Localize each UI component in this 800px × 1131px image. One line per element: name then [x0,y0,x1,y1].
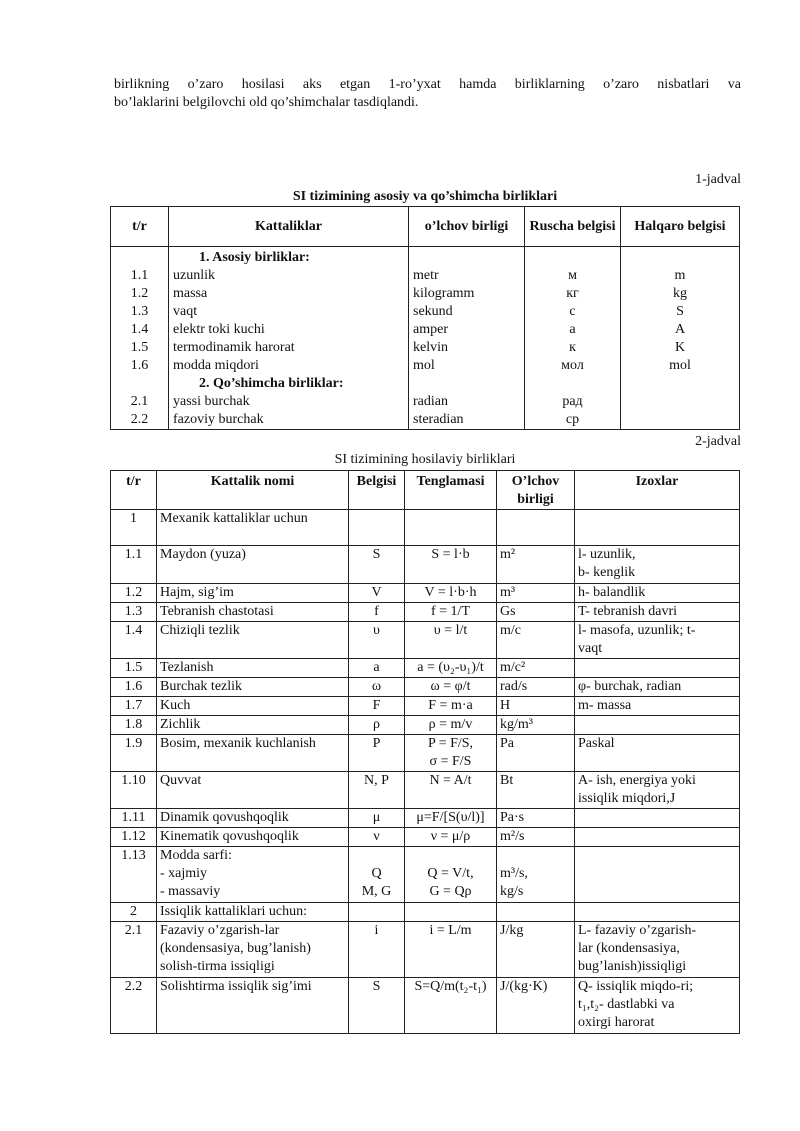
table-row [111,603,740,622]
symbol: f [349,603,405,622]
quantity-name: Kinematik qovushqoqlik [157,828,349,847]
row-number: 2.1 [111,922,157,978]
quantity-name: Modda sarfi: - xajmiy - massaviy [157,847,349,903]
row-number: 1.2 [111,285,169,303]
symbol: ω [349,678,405,697]
row-number: 1.3 [111,303,169,321]
row-number: 2.2 [111,978,157,1034]
quantity-name: Quvvat [157,772,349,809]
note [575,903,740,922]
unit-name: metr [409,267,525,285]
unit: m³/s, kg/s [497,847,575,903]
unit: Pa [497,735,575,772]
symbol: μ [349,809,405,828]
quantity-name: Tebranish chastotasi [157,603,349,622]
table-row [111,357,740,375]
quantity-name: Solishtirma issiqlik sig’imi [157,978,349,1034]
unit-name: kelvin [409,339,525,357]
russian-symbol: м [525,267,621,285]
unit: m/c [497,622,575,659]
table2-title: SI tizimining hosilaviy birliklari [334,452,516,467]
table-row [111,697,740,716]
row-number: 2.1 [111,393,169,411]
equation: ω = φ/t [405,678,497,697]
table-row [111,772,740,809]
unit-name: radian [409,393,525,411]
unit: J/(kg·K) [497,978,575,1034]
intro-paragraph [114,76,741,112]
note: h- balandlik [575,584,740,603]
note: φ- burchak, radian [575,678,740,697]
quantity-name: Kuch [157,697,349,716]
quantity-name: fazoviy burchak [169,411,409,430]
intl-symbol: A [621,321,740,339]
row-number: 1.2 [111,584,157,603]
note [575,510,740,546]
col-header: Belgisi [349,471,405,510]
table-row [111,809,740,828]
note [575,847,740,903]
intro-line-2: bo’laklarini belgilovchi old qo’shimchalar tasdiqlandi. [114,95,419,110]
quantity-name: uzunlik [169,267,409,285]
blank-cell [621,247,740,268]
blank-cell [409,375,525,393]
symbol: S [349,978,405,1034]
intl-symbol: mol [621,357,740,375]
table-row [111,847,740,903]
unit [497,903,575,922]
col-header: t/r [111,207,169,247]
note [575,828,740,847]
intl-symbol: K [621,339,740,357]
row-number: 1.4 [111,321,169,339]
table-row [111,622,740,659]
quantity-name: elektr toki kuchi [169,321,409,339]
table-row [111,510,740,546]
note: m- massa [575,697,740,716]
symbol: υ [349,622,405,659]
equation: i = L/m [405,922,497,978]
section-heading: 1. Asosiy birliklar: [169,247,409,268]
quantity-name: Chiziqli tezlik [157,622,349,659]
row-number: 1.1 [111,267,169,285]
table-row [111,716,740,735]
note [575,659,740,678]
symbol: V [349,584,405,603]
symbol: a [349,659,405,678]
quantity-name: massa [169,285,409,303]
col-header: Tenglamasi [405,471,497,510]
row-number: 1.8 [111,716,157,735]
unit: m/c² [497,659,575,678]
unit: Bt [497,772,575,809]
quantity-name: Fazaviy o’zgarish-lar (kondensasiya, bug’lanish) solish-tirma issiqligi [157,922,349,978]
note: l- uzunlik, b- kenglik [575,546,740,584]
table1-caption: 1-jadval [695,172,741,187]
si-derived-units-table [110,470,740,1034]
quantity-name: Maydon (yuza) [157,546,349,584]
note: l- masofa, uzunlik; t- vaqt [575,622,740,659]
row-number: 1.6 [111,678,157,697]
quantity-name: Burchak tezlik [157,678,349,697]
unit: Gs [497,603,575,622]
quantity-name: modda miqdori [169,357,409,375]
col-header: Izoxlar [575,471,740,510]
symbol: i [349,922,405,978]
table-row [111,584,740,603]
note: A- ish, energiya yoki issiqlik miqdori,J [575,772,740,809]
quantity-name: Dinamik qovushqoqlik [157,809,349,828]
unit: Pa·s [497,809,575,828]
intro-line-1: birlikning o’zaro hosilasi aks etgan 1-ro’yxat hamda birliklarning o’zaro nisbatlari va [114,77,741,92]
quantity-name: yassi burchak [169,393,409,411]
table-row [111,828,740,847]
russian-symbol: с [525,303,621,321]
row-number: 1.5 [111,659,157,678]
unit: H [497,697,575,716]
unit: m³ [497,584,575,603]
col-header: Kattalik nomi [157,471,349,510]
note [575,716,740,735]
section-row [111,375,740,393]
unit [497,510,575,546]
russian-symbol: кг [525,285,621,303]
table-row [111,321,740,339]
section-row [111,247,740,268]
table-row [111,411,740,430]
quantity-name: Mexanik kattaliklar uchun [157,510,349,546]
equation: f = 1/T [405,603,497,622]
quantity-name: termodinamik harorat [169,339,409,357]
table-row [111,393,740,411]
intl-symbol [621,393,740,411]
symbol: ν [349,828,405,847]
table-row [111,903,740,922]
equation: S = l·b [405,546,497,584]
symbol: ρ [349,716,405,735]
intl-symbol: kg [621,285,740,303]
equation: N = A/t [405,772,497,809]
col-header: O’lchov birligi [497,471,575,510]
row-number: 1.5 [111,339,169,357]
blank-cell [409,247,525,268]
equation: ρ = m/v [405,716,497,735]
symbol: Q M, G [349,847,405,903]
equation: υ = l/t [405,622,497,659]
col-header: Halqaro belgisi [621,207,740,247]
unit-name: mol [409,357,525,375]
quantity-name: Issiqlik kattaliklari uchun: [157,903,349,922]
row-number: 1.7 [111,697,157,716]
col-header: o’lchov birligi [409,207,525,247]
unit: m² [497,546,575,584]
row-number: 1.6 [111,357,169,375]
unit-name: sekund [409,303,525,321]
blank-cell [525,375,621,393]
equation: F = m·a [405,697,497,716]
unit: m²/s [497,828,575,847]
table1-title: SI tizimining asosiy va qo’shimcha birliklari [292,189,558,204]
row-number: 1.11 [111,809,157,828]
note: T- tebranish davri [575,603,740,622]
row-number: 1.1 [111,546,157,584]
blank-cell [111,375,169,393]
equation: V = l·b·h [405,584,497,603]
table-row [111,678,740,697]
table-row [111,546,740,584]
unit: rad/s [497,678,575,697]
note: Q- issiqlik miqdo-ri; t₁,t₂- dastlabki va oxirgi harorat [575,978,740,1034]
row-number: 1.9 [111,735,157,772]
equation: Q = V/t, G = Qρ [405,847,497,903]
section-heading: 2. Qo’shimcha birliklar: [169,375,409,393]
table-row [111,339,740,357]
symbol: P [349,735,405,772]
intl-symbol [621,411,740,430]
col-header: Kattaliklar [169,207,409,247]
row-number: 1.3 [111,603,157,622]
quantity-name: Zichlik [157,716,349,735]
equation: a = (υ₂-υ₁)/t [405,659,497,678]
row-number: 1 [111,510,157,546]
quantity-name: vaqt [169,303,409,321]
row-number: 1.13 [111,847,157,903]
table2-caption: 2-jadval [695,434,741,449]
blank-cell [621,375,740,393]
quantity-name: Bosim, mexanik kuchlanish [157,735,349,772]
intl-symbol: m [621,267,740,285]
russian-symbol: ср [525,411,621,430]
equation: μ=F/[S(υ/l)] [405,809,497,828]
row-number: 2.2 [111,411,169,430]
unit: kg/m³ [497,716,575,735]
col-header: Ruscha belgisi [525,207,621,247]
symbol: F [349,697,405,716]
table-row [111,978,740,1034]
equation: ν = μ/ρ [405,828,497,847]
row-number: 1.10 [111,772,157,809]
quantity-name: Hajm, sig’im [157,584,349,603]
intl-symbol: S [621,303,740,321]
russian-symbol: к [525,339,621,357]
unit: J/kg [497,922,575,978]
quantity-name: Tezlanish [157,659,349,678]
russian-symbol: мол [525,357,621,375]
symbol [349,510,405,546]
unit-name: amper [409,321,525,339]
unit-name: kilogramm [409,285,525,303]
table-row [111,267,740,285]
russian-symbol: а [525,321,621,339]
symbol [349,903,405,922]
col-header: t/r [111,471,157,510]
equation [405,510,497,546]
table-row [111,285,740,303]
equation [405,903,497,922]
blank-cell [525,247,621,268]
symbol: N, P [349,772,405,809]
symbol: S [349,546,405,584]
russian-symbol: рад [525,393,621,411]
row-number: 2 [111,903,157,922]
row-number: 1.4 [111,622,157,659]
note: Paskal [575,735,740,772]
table-row [111,303,740,321]
table-row [111,659,740,678]
note [575,809,740,828]
row-number: 1.12 [111,828,157,847]
equation: P = F/S, σ = F/S [405,735,497,772]
si-base-units-table [110,206,740,430]
equation: S=Q/m(t₂-t₁) [405,978,497,1034]
table-row [111,922,740,978]
blank-cell [111,247,169,268]
table-row [111,735,740,772]
unit-name: steradian [409,411,525,430]
note: L- fazaviy o’zgarish- lar (kondensasiya, bug’lanish)issiqligi [575,922,740,978]
